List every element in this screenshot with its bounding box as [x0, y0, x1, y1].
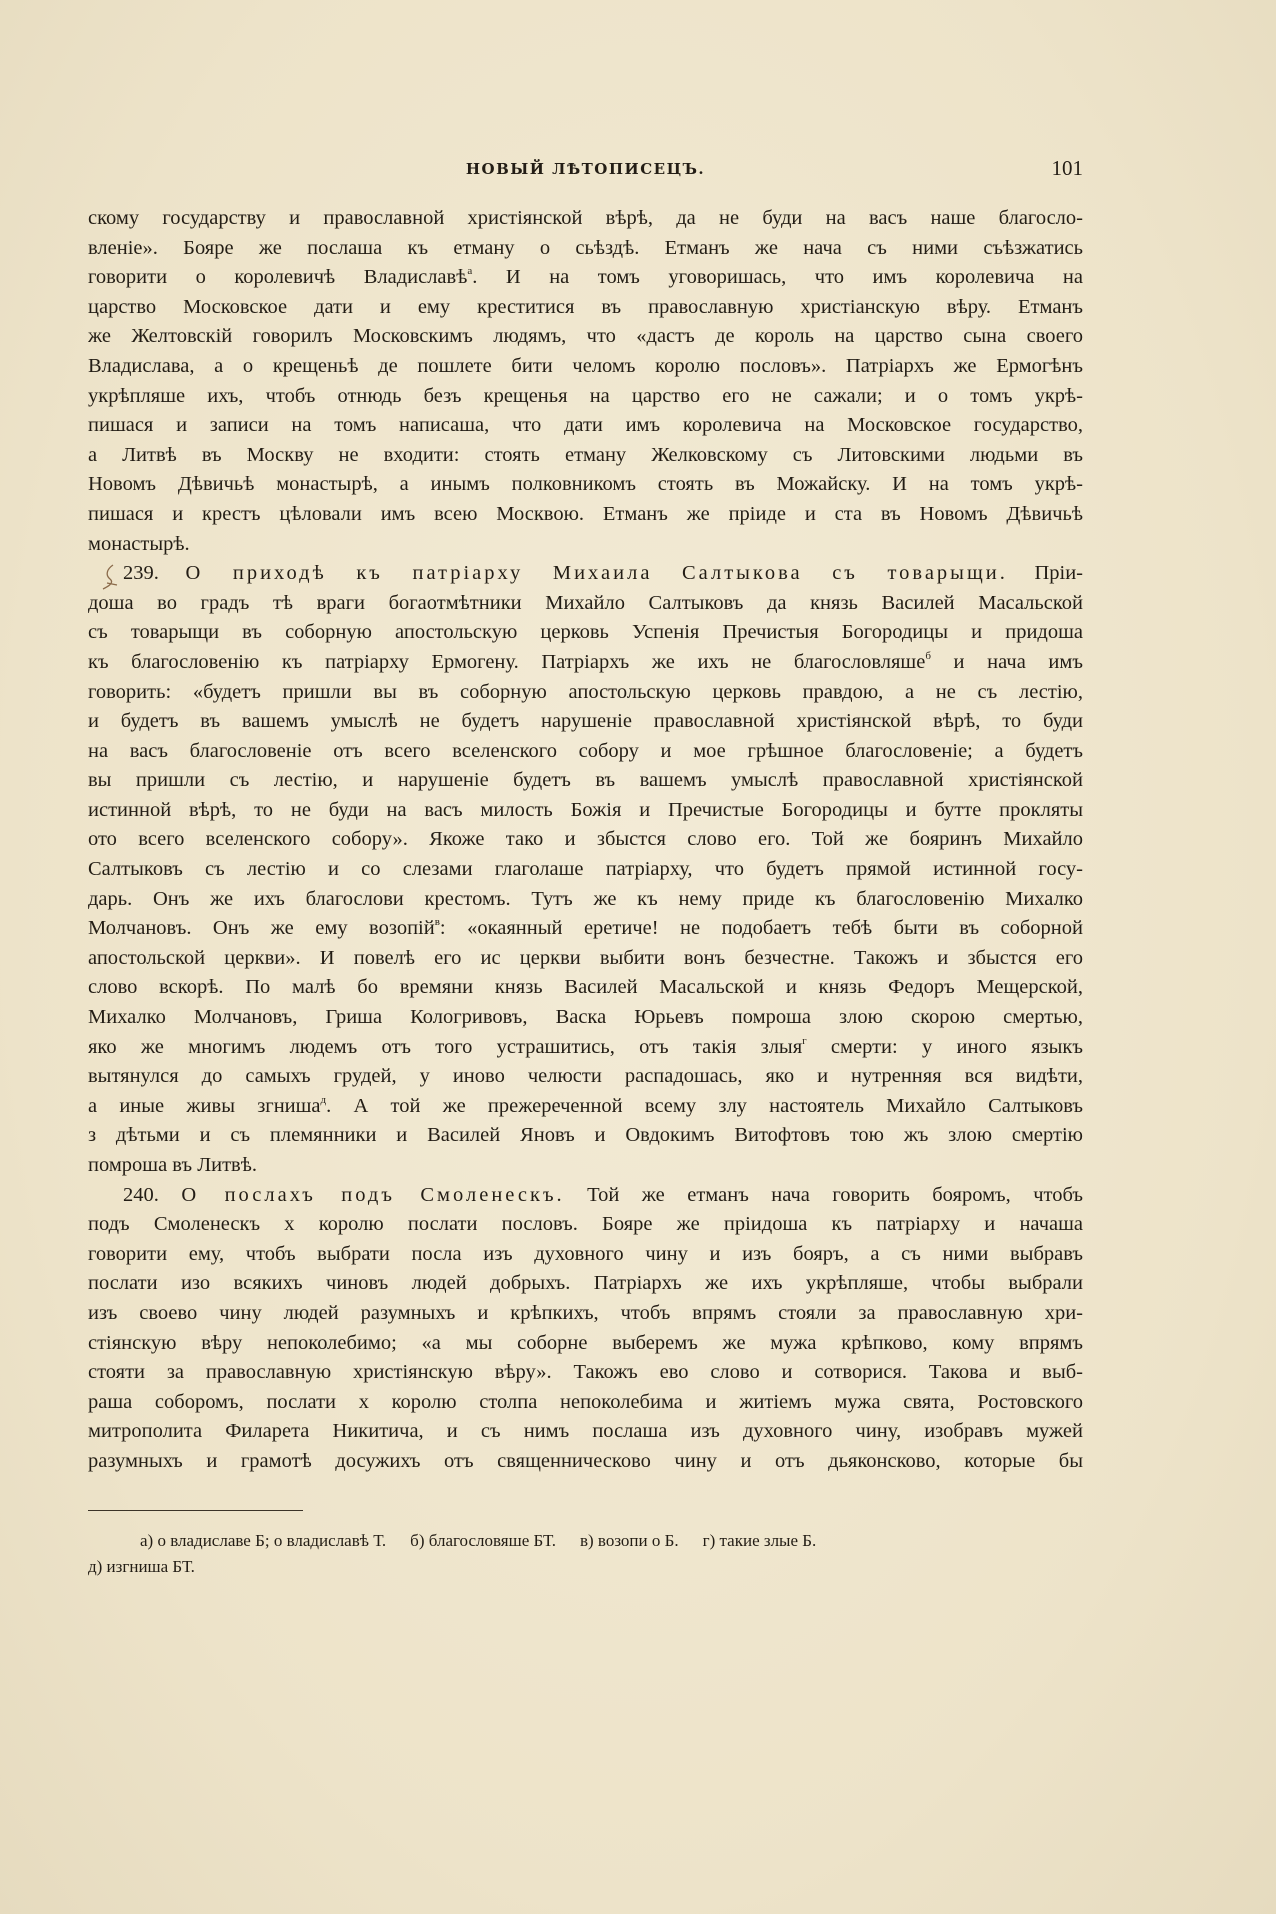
text-line: раша соборомъ, послати х королю столпа непоколебима и житіемъ мужа свята, Ростовского: [88, 1390, 1083, 1413]
text-line: дарь. Онъ же ихъ благослови крестомъ. Тутъ же къ нему приде къ благословенію Михалко: [88, 887, 1083, 910]
text-line: слово вскорѣ. По малѣ бо времяни князь Василей Масальской и князь Федоръ Мещерской,: [88, 976, 1083, 999]
text-line: Новомъ Дѣвичьѣ монастырѣ, а инымъ полковникомъ стоять въ Можайску. И на томъ укрѣ-: [88, 473, 1083, 496]
main-text: [88, 204, 1083, 1477]
text-line: [88, 1092, 1083, 1122]
text-line: Михалко Молчановъ, Гриша Кологривовъ, Васка Юрьевъ помроша злою скорою смертью,: [88, 1006, 1083, 1029]
section-240: [88, 1181, 1083, 1477]
text-line: [88, 648, 1083, 678]
text-fragment: Молчановъ. Онъ же ему возопій: [88, 917, 435, 940]
footnote-g: г) такие злые Б.: [702, 1531, 817, 1550]
footnote-d: д) изгниша БТ.: [88, 1557, 195, 1576]
text-fragment: къ благословенію къ патріарху Ермогену. Патріархъ же ихъ не благословляше: [88, 650, 926, 673]
footnote-ref-g: г: [802, 1034, 807, 1047]
text-line: з дѣтьми и съ племянники и Василей Яновъ и Овдокимъ Витофтовъ тою жъ злою смертію: [88, 1124, 1083, 1147]
text-fragment: Той же етманъ нача говорить бояромъ, чтобъ: [587, 1183, 1083, 1206]
text-line: царство Московское дати и ему креститися въ православную христіанскую вѣру. Етманъ: [88, 295, 1083, 318]
running-title: НОВЫЙ ЛѢТОПИСЕЦЪ.: [465, 160, 706, 178]
text-fragment: . А той же прежереченной всему злу настоятель Михайло Салтыковъ: [326, 1094, 1083, 1117]
text-line: а Литвѣ въ Москву не входити: стоять етману Желковскому съ Литовскими людьми въ: [88, 443, 1083, 466]
text-line: [88, 914, 1083, 944]
text-line: же Желтовскій говорилъ Московскимъ людямъ, что «дастъ де король на царство сына своего: [88, 325, 1083, 348]
text-fragment: а иные живы згниша: [88, 1094, 321, 1117]
text-line: помроша въ Литвѣ.: [88, 1154, 257, 1176]
text-fragment: говорити о королевичѣ Владиславѣ: [88, 266, 468, 289]
text-line: пишася и крестъ цѣловали имъ всею Москвою. Етманъ же пріиде и ста въ Новомъ Дѣвичьѣ: [88, 502, 1083, 525]
footnote-ref-v: в: [434, 916, 440, 929]
footnote-ref-b: б: [925, 649, 931, 662]
text-line: и будетъ въ вашемъ умыслѣ не будетъ нарушеніе православной христіянской вѣрѣ, то буди: [88, 710, 1083, 733]
text-line: доша во градъ тѣ враги богаотмѣтники Михайло Салтыковъ да князь Василей Масальской: [88, 591, 1083, 614]
text-line: вы пришли съ лестію, и нарушеніе будетъ въ вашемъ умыслѣ православной христіянской: [88, 769, 1083, 792]
text-line: изъ своево чину людей разумныхъ и крѣпкихъ, чтобъ впрямъ стояли за православную хри-: [88, 1301, 1083, 1324]
text-line: на васъ благословеніе отъ всего вселенского собору и мое грѣшное благословеніе; а будетъ: [88, 739, 1083, 762]
text-line: пишася и записи на томъ написаша, что дати имъ королевича на Московское государство,: [88, 414, 1083, 437]
text-line: вленіе». Бояре же послаша къ етману о сьѣздѣ. Етманъ же нача съ ними съѣзжатись: [88, 236, 1083, 259]
page-header: [88, 156, 1083, 190]
text-line: стояти за православную христіянскую вѣру». Такожъ ево слово и сотворися. Такова и выб-: [88, 1361, 1083, 1384]
text-line: [88, 263, 1083, 293]
footnote-line: [88, 1554, 1083, 1580]
text-line: укрѣпляше ихъ, чтобъ отнюдь безъ крещенья на царство его не сажали; и о томъ укрѣ-: [88, 384, 1083, 407]
footnote-line: [88, 1528, 1083, 1554]
text-line: Владислава, а о крещеньѣ де пошлете бити челомъ королю пословъ». Патріархъ же Ермогѣнъ: [88, 354, 1083, 377]
footnote-ref-a: а: [467, 265, 473, 278]
footnotes: [88, 1528, 1083, 1580]
section-239: [88, 559, 1083, 1180]
text-line: вытянулся до самыхъ грудей, у иново челюсти распадошась, яко и нутренняя вся видѣти,: [88, 1065, 1083, 1088]
text-fragment: . И на томъ уговоришась, что имъ королевича на: [472, 266, 1083, 289]
text-line: съ товарыщи въ соборную апостольскую церковь Успенія Пречистыя Богородицы и придоша: [88, 621, 1083, 644]
footnote-b: б) благословяше БТ.: [410, 1531, 556, 1550]
footnote-ref-d: д: [320, 1093, 327, 1106]
text-line: говорить: «будетъ пришли вы въ соборную апостольскую церковь правдою, а не съ лестію,: [88, 680, 1083, 703]
intro-paragraph: [88, 204, 1083, 559]
text-line: Салтыковъ съ лестію и со слезами глаголаше патріарху, что будетъ прямой истинной госу-: [88, 858, 1083, 881]
text-line: говорити ему, чтобъ выбрати посла изъ духовного чину и изъ бояръ, а съ ними выбравъ: [88, 1242, 1083, 1265]
text-line: разумныхъ и грамотѣ досужихъ отъ священническово чину и отъ дьяконсково, которые бы: [88, 1449, 1083, 1472]
section-heading-line: [88, 559, 1083, 589]
footnote-v: в) возопи о Б.: [579, 1531, 679, 1550]
text-line: апостольской церкви». И повелѣ его ис церкви выбити вонъ безчестне. Такожъ и збыстся его: [88, 946, 1083, 969]
text-fragment: смерти: у иного языкъ: [806, 1035, 1083, 1058]
text-fragment: и нача имъ: [930, 650, 1083, 673]
text-line: [88, 1033, 1083, 1063]
section-heading: О приходѣ къ патріарху Михаила Салтыкова съ товарыщи.: [185, 562, 1008, 585]
section-heading-line: [88, 1181, 1083, 1211]
text-fragment: яко же многимъ людемъ отъ того устрашитись, отъ такія злыя: [88, 1035, 803, 1058]
page-number: 101: [1051, 156, 1083, 180]
text-fragment: : «окаянный еретиче! не подобаетъ тебѣ быти въ соборной: [439, 917, 1083, 940]
text-line: стіянскую вѣру непоколебимо; «а мы соборне выберемъ же мужа крѣпково, кому впрямъ: [88, 1331, 1083, 1354]
section-heading: О послахъ подъ Смоленескъ.: [181, 1183, 565, 1206]
footnote-a: а) о владиславе Б; о владиславѣ Т.: [140, 1531, 387, 1550]
text-line: послати изо всякихъ чиновъ людей добрыхъ. Патріархъ же ихъ укрѣпляше, чтобы выбрали: [88, 1272, 1083, 1295]
footnote-divider: [88, 1510, 303, 1511]
text-line: скому государству и православной христіянской вѣрѣ, да не буди на васъ наше благосло-: [88, 207, 1083, 229]
text-line: истинной вѣрѣ, то не буди на васъ милость Божія и Пречистые Богородицы и бутте прокляты: [88, 798, 1083, 821]
section-number: 240.: [123, 1183, 159, 1206]
text-line: митрополита Филарета Никитича, и съ нимъ послаша изъ духовного чину, изобравъ мужей: [88, 1420, 1083, 1443]
text-fragment: Пріи-: [1034, 562, 1083, 585]
section-number: 239.: [123, 562, 159, 585]
text-line: ото всего вселенского собору». Якоже тако и збыстся слово его. Той же бояринъ Михайло: [88, 828, 1083, 851]
text-line: монастырѣ.: [88, 532, 190, 555]
text-line: подъ Смоленескъ х королю послати пословъ. Бояре же пріидоша къ патріарху и начаша: [88, 1213, 1083, 1236]
